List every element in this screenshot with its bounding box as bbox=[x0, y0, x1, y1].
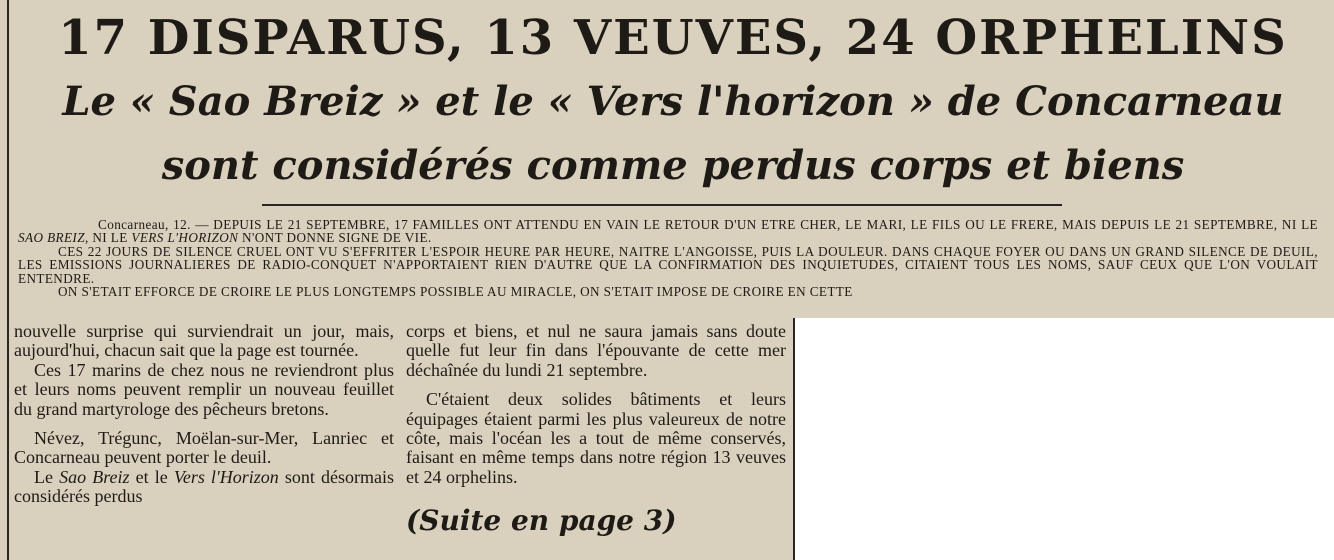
continued-on-page-3: (Suite en page 3) bbox=[406, 504, 677, 538]
column-border-rule bbox=[793, 318, 795, 560]
ship-name: SAO BREIZ bbox=[18, 230, 85, 246]
ship-name: Vers l'Horizon bbox=[173, 466, 279, 487]
headline: 17 DISPARUS, 13 VEUVES, 24 ORPHELINS bbox=[58, 10, 1288, 66]
lead-text-c: N'ONT DONNE SIGNE DE VIE. bbox=[238, 230, 432, 246]
column-paragraph: C'étaient deux solides bâtiments et leurs équipages étaient parmi les plus valeureux de notre côte, mais l'océan les a tout de même conservés, faisant en même temps dans notre région 13 veuves et 24 orphelins. bbox=[406, 389, 786, 487]
lead-para-3: ON S'ETAIT EFFORCE DE CROIRE LE PLUS LONGTEMPS POSSIBLE AU MIRACLE, ON S'ETAIT IMPOSE DE CROIRE EN CETTE bbox=[58, 284, 853, 300]
lead-para-2: CES 22 JOURS DE SILENCE CRUEL ONT VU S'EFFRITER L'ESPOIR HEURE PAR HEURE, NAITRE L'ANGOISSE, PUIS LA DOULEUR. DANS CHAQUE FOYER OU DANS UN GRAND SILENCE DE DEUIL, LES EMISSIONS JOURNALIERES DE RADIO-CONQUET N'APPORTAIENT RIEN D'AUTRE QUE LA CONFIRMATION DES INQUIETUDES, CITAIENT TOUS LES NOMS, SAUF CEUX QUE L'ON VOULAIT ENTENDRE. bbox=[18, 243, 1318, 286]
headline-divider bbox=[262, 204, 1062, 206]
column-paragraph: Névez, Trégunc, Moëlan-sur-Mer, Lanriec et Concarneau peuvent porter le deuil. bbox=[14, 428, 394, 468]
column-paragraph: Ces 17 marins de chez nous ne reviendront plus et leurs noms peuvent remplir un nouveau feuillet du grand martyrologe des pêcheurs bretons. bbox=[14, 359, 394, 419]
article-column-2 bbox=[406, 322, 786, 537]
lead-text-a: — DEPUIS LE 21 SEPTEMBRE, 17 FAMILLES ONT ATTENDU EN VAIN LE RETOUR D'UN ETRE CHER, LE MARI, LE FILS OU LE FRERE, MAIS DEPUIS LE 21 SEPTEMBRE, NI LE bbox=[190, 217, 1318, 232]
text-run: Le bbox=[34, 466, 60, 487]
column-paragraph: nouvelle surprise qui surviendrait un jour, mais, aujourd'hui, chacun sait que la page est tournée. bbox=[14, 321, 394, 361]
column-paragraph bbox=[14, 468, 394, 507]
dateline: Concarneau, 12. bbox=[98, 217, 191, 232]
lead-para-1 bbox=[18, 218, 1318, 245]
ship-name: Sao Breiz bbox=[59, 466, 130, 487]
subheadline-line-2: sont considérés comme perdus corps et biens bbox=[161, 142, 1185, 189]
text-run: et le bbox=[129, 466, 174, 487]
left-border-rule bbox=[7, 0, 9, 560]
article-column-1 bbox=[14, 322, 394, 507]
subheadline-line-1: Le « Sao Breiz » et le « Vers l'horizon » de Concarneau bbox=[62, 78, 1284, 125]
text-run: sont désormais considérés perdus bbox=[14, 466, 394, 507]
lead-paragraph bbox=[18, 218, 1318, 298]
ship-name: VERS L'HORIZON bbox=[131, 230, 239, 246]
lead-text-b: , NI LE bbox=[84, 230, 132, 246]
column-paragraph: corps et biens, et nul ne saura jamais sans doute quelle fut leur fin dans l'épouvante de cette mer déchaînée du lundi 21 septembre. bbox=[406, 321, 786, 380]
